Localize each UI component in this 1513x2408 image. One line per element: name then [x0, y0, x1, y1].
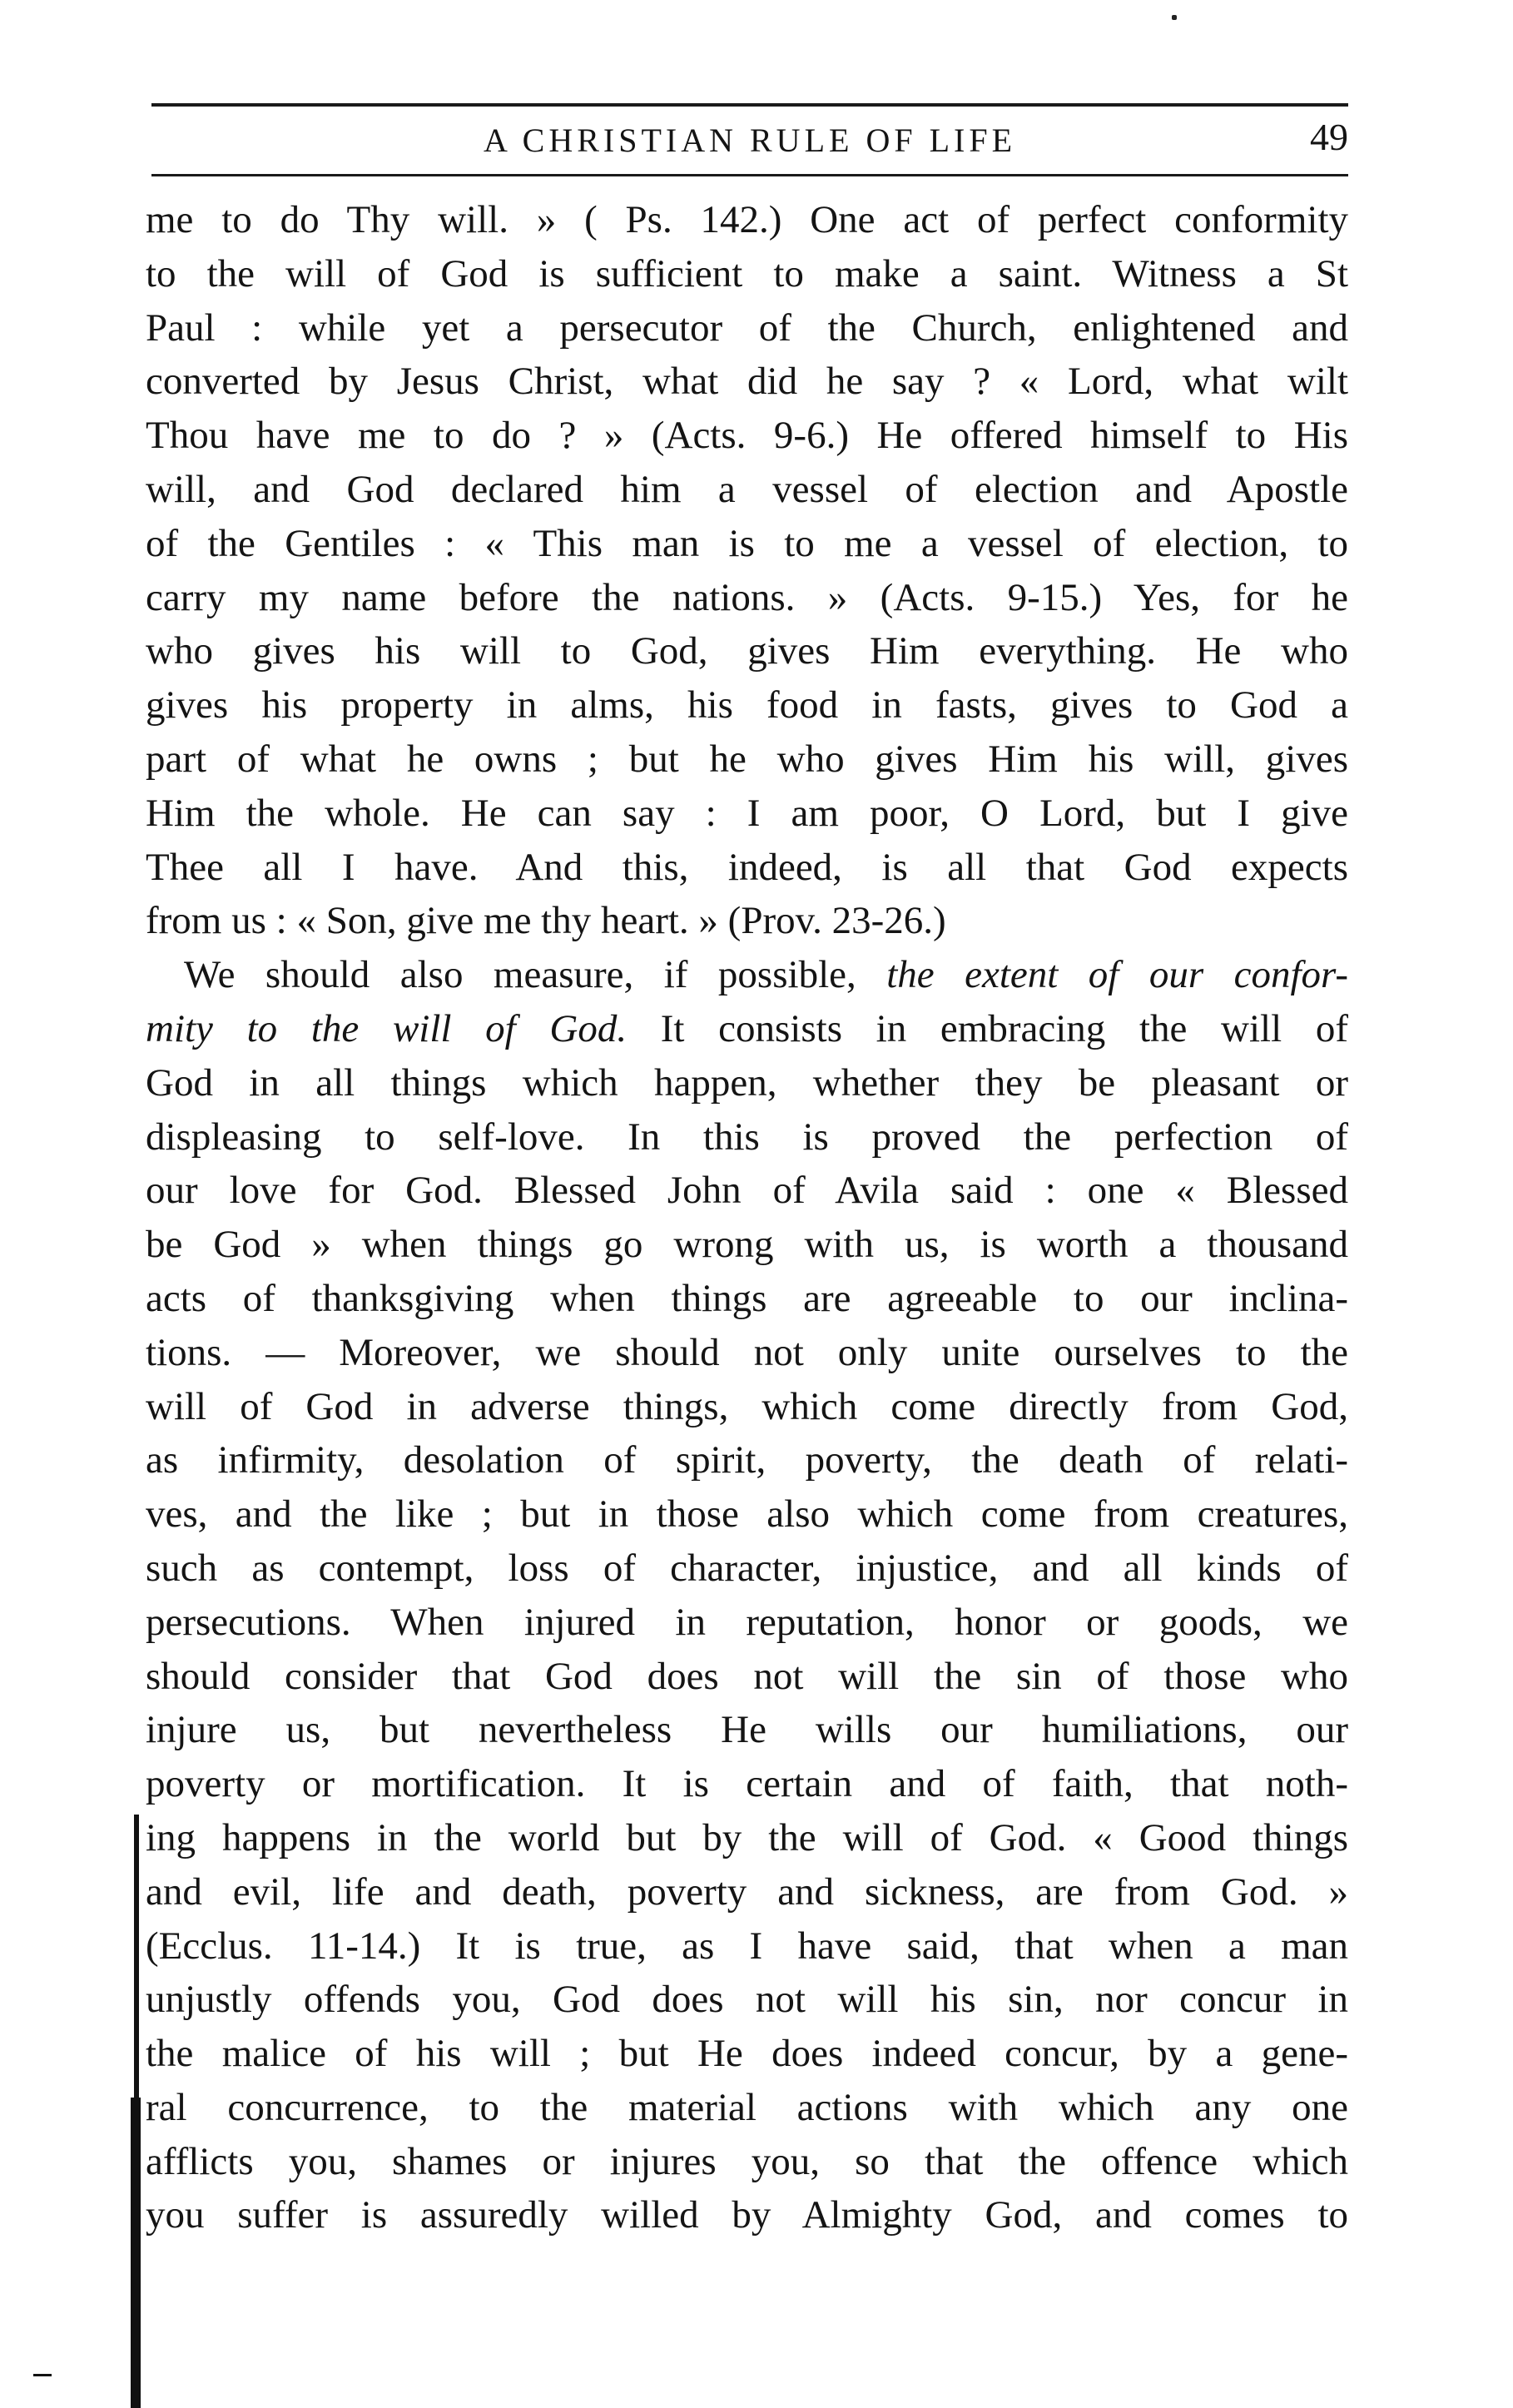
text-line: afflicts you, shames or injures you, so that the offence which: [146, 2139, 1348, 2183]
italic-phrase: the extent of our confor-: [886, 953, 1348, 997]
text-line: me to do Thy will. » ( Ps. 142.) One act of perfect conformity: [146, 198, 1348, 241]
text-line: God in all things which happen, whether they be pleasant or: [146, 1060, 1348, 1105]
text-line: from us : « Son, give me thy heart. » (Prov. 23-26.): [146, 899, 946, 943]
text-line: our love for God. Blessed John of Avila said : one « Blessed: [146, 1169, 1348, 1213]
text-line: you suffer is assuredly willed by Almighty God, and comes to: [146, 2193, 1348, 2237]
text-line: and evil, life and death, poverty and sickness, are from God. »: [146, 1869, 1348, 1914]
text-line: Thou have me to do ? » (Acts. 9-6.) He offered himself to His: [146, 414, 1348, 458]
text-line: (Ecclus. 11-14.) It is true, as I have said, that when a man: [146, 1924, 1348, 1968]
text-line: ing happens in the world but by the will of God. « Good things: [146, 1815, 1348, 1859]
text-line: We should also measure, if possible, the extent of our confor-: [184, 953, 1348, 997]
text-line: Paul : while yet a persecutor of the Church, enlightened and: [146, 305, 1348, 350]
text-line: will of God in adverse things, which come directly from God,: [146, 1384, 1348, 1428]
running-title: A CHRISTIAN RULE OF LIFE: [483, 122, 1017, 159]
scan-speck: [1172, 15, 1177, 20]
text-line: acts of thanksgiving when things are agreeable to our inclina-: [146, 1276, 1348, 1320]
italic-phrase: mity to the will of God.: [146, 1006, 628, 1050]
text-line: Thee all I have. And this, indeed, is all that God expects: [146, 845, 1348, 889]
page-number: 49: [1310, 116, 1348, 158]
text-line: ral concurrence, to the material actions with which any one: [146, 2085, 1348, 2129]
text-line: as infirmity, desolation of spirit, poverty, the death of relati-: [146, 1438, 1348, 1482]
text-line: converted by Jesus Christ, what did he say ? « Lord, what wilt: [146, 360, 1348, 404]
text-line: to the will of God is sufficient to make a saint. Witness a St: [146, 251, 1348, 295]
text-line: should consider that God does not will the sin of those who: [146, 1654, 1348, 1698]
text-line: of the Gentiles : « This man is to me a vessel of election, to: [146, 521, 1348, 565]
text-line: mity to the will of God. It consists in embracing the will of: [146, 1006, 1348, 1050]
header-rule-top: [151, 103, 1348, 107]
gutter-shadow-edge: [131, 2098, 141, 2408]
text-line: ves, and the like ; but in those also which come from creatures,: [146, 1492, 1348, 1537]
text-line: such as contempt, loss of character, injustice, and all kinds of: [146, 1546, 1348, 1590]
text-line: will, and God declared him a vessel of election and Apostle: [146, 467, 1348, 511]
text-line: unjustly offends you, God does not will his sin, nor concur in: [146, 1978, 1348, 2022]
text-line: part of what he owns ; but he who gives Him his will, gives: [146, 737, 1348, 781]
text-line: the malice of his will ; but He does indeed concur, by a gene-: [146, 2032, 1348, 2076]
text-line: tions. — Moreover, we should not only unite ourselves to the: [146, 1330, 1348, 1374]
text-line: poverty or mortification. It is certain and of faith, that noth-: [146, 1762, 1348, 1806]
header-rule-bottom: [151, 174, 1348, 176]
text-line: gives his property in alms, his food in fasts, gives to God a: [146, 683, 1348, 727]
paragraph-1: [146, 193, 1348, 948]
page-body: [146, 193, 1348, 2242]
margin-dash: [33, 2374, 52, 2376]
paragraph-2: [146, 948, 1348, 2242]
text-line: carry my name before the nations. » (Acts. 9-15.) Yes, for he: [146, 575, 1348, 619]
text-line: displeasing to self-love. In this is proved the perfection of: [146, 1115, 1348, 1159]
text-line: who gives his will to God, gives Him everything. He who: [146, 629, 1348, 673]
text-line: injure us, but nevertheless He wills our humiliations, our: [146, 1708, 1348, 1752]
text-line: persecutions. When injured in reputation, honor or goods, we: [146, 1600, 1348, 1644]
text-line: Him the whole. He can say : I am poor, O Lord, but I give: [146, 791, 1348, 835]
text-line: be God » when things go wrong with us, is worth a thousand: [146, 1223, 1348, 1267]
